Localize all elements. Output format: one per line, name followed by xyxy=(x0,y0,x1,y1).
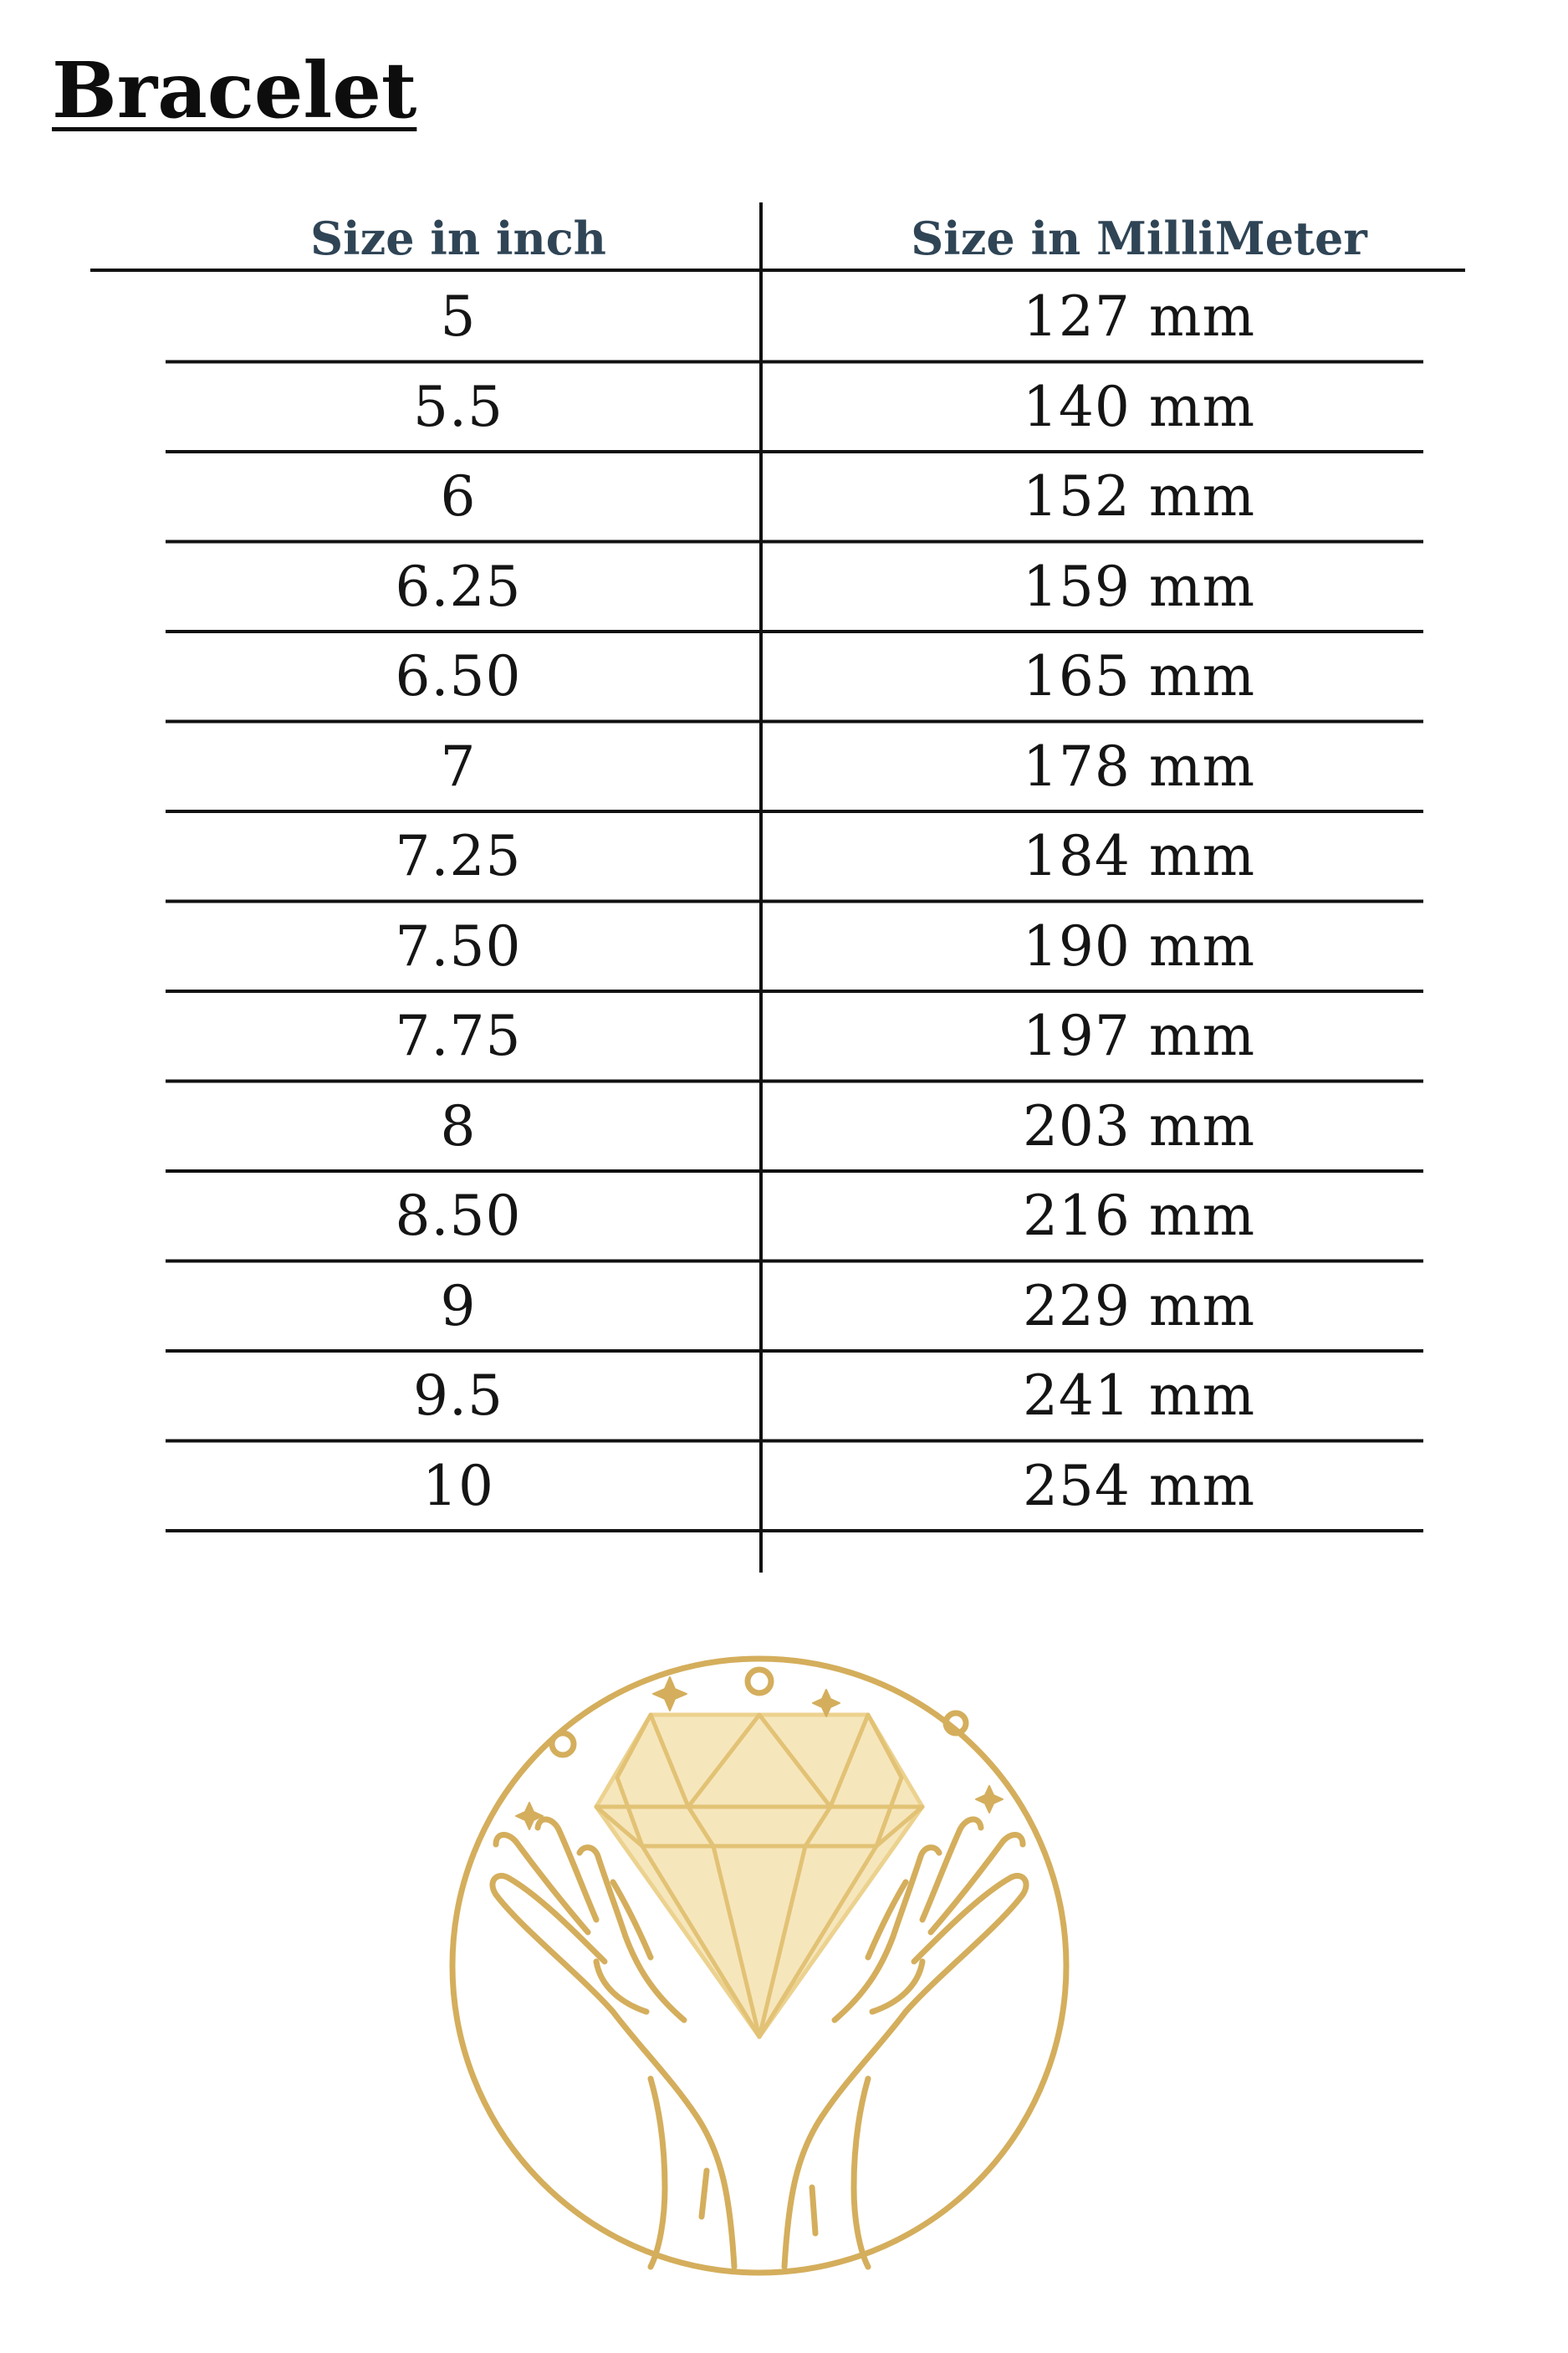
cell-size-inch: 8.50 xyxy=(395,1184,522,1248)
table-row xyxy=(0,1082,1568,1172)
cell-size-inch: 8 xyxy=(440,1093,477,1159)
table-row xyxy=(0,811,1568,902)
cell-size-inch: 5.5 xyxy=(413,374,503,439)
cell-size-mm: 159 mm xyxy=(1022,554,1256,619)
cell-size-mm: 152 mm xyxy=(1022,464,1256,529)
cell-size-inch: 5 xyxy=(440,284,477,349)
cell-size-mm: 197 mm xyxy=(1022,1004,1256,1068)
cell-size-mm: 190 mm xyxy=(1022,913,1256,979)
cell-size-inch: 7.75 xyxy=(395,1004,522,1068)
cell-size-inch: 7 xyxy=(440,734,477,799)
diamond-in-hands-icon xyxy=(446,1652,1073,2279)
cell-size-mm: 254 mm xyxy=(1022,1453,1256,1518)
cell-size-inch: 7.50 xyxy=(395,913,522,979)
cell-size-inch: 6.25 xyxy=(395,554,522,619)
cell-size-mm: 127 mm xyxy=(1022,284,1256,349)
cell-size-mm: 203 mm xyxy=(1022,1093,1256,1159)
cell-size-mm: 140 mm xyxy=(1022,374,1256,439)
header-size-mm: Size in MilliMeter xyxy=(911,212,1367,265)
table-row xyxy=(0,362,1568,453)
table-row xyxy=(0,1171,1568,1261)
table-row xyxy=(0,542,1568,632)
header-size-inch: Size in inch xyxy=(310,212,606,265)
table-row xyxy=(0,722,1568,812)
cell-size-inch: 6.50 xyxy=(395,644,522,708)
table-row xyxy=(0,272,1568,362)
cell-size-inch: 9.5 xyxy=(413,1363,503,1428)
cell-size-inch: 9 xyxy=(440,1273,477,1338)
cell-size-mm: 241 mm xyxy=(1022,1363,1256,1428)
table-row xyxy=(0,902,1568,992)
cell-size-inch: 7.25 xyxy=(395,824,522,888)
cell-size-mm: 178 mm xyxy=(1022,734,1256,799)
table-row xyxy=(0,452,1568,542)
table-row xyxy=(0,1441,1568,1532)
cell-size-inch: 10 xyxy=(422,1453,494,1518)
table-row xyxy=(0,1261,1568,1352)
cell-size-mm: 216 mm xyxy=(1022,1184,1256,1248)
cell-size-mm: 165 mm xyxy=(1022,644,1256,708)
cell-size-inch: 6 xyxy=(440,464,477,529)
table-row xyxy=(0,632,1568,722)
table-row xyxy=(0,1351,1568,1441)
cell-size-mm: 229 mm xyxy=(1022,1273,1256,1338)
page-title: Bracelet xyxy=(52,45,417,136)
table-row xyxy=(0,991,1568,1082)
cell-size-mm: 184 mm xyxy=(1022,824,1256,888)
